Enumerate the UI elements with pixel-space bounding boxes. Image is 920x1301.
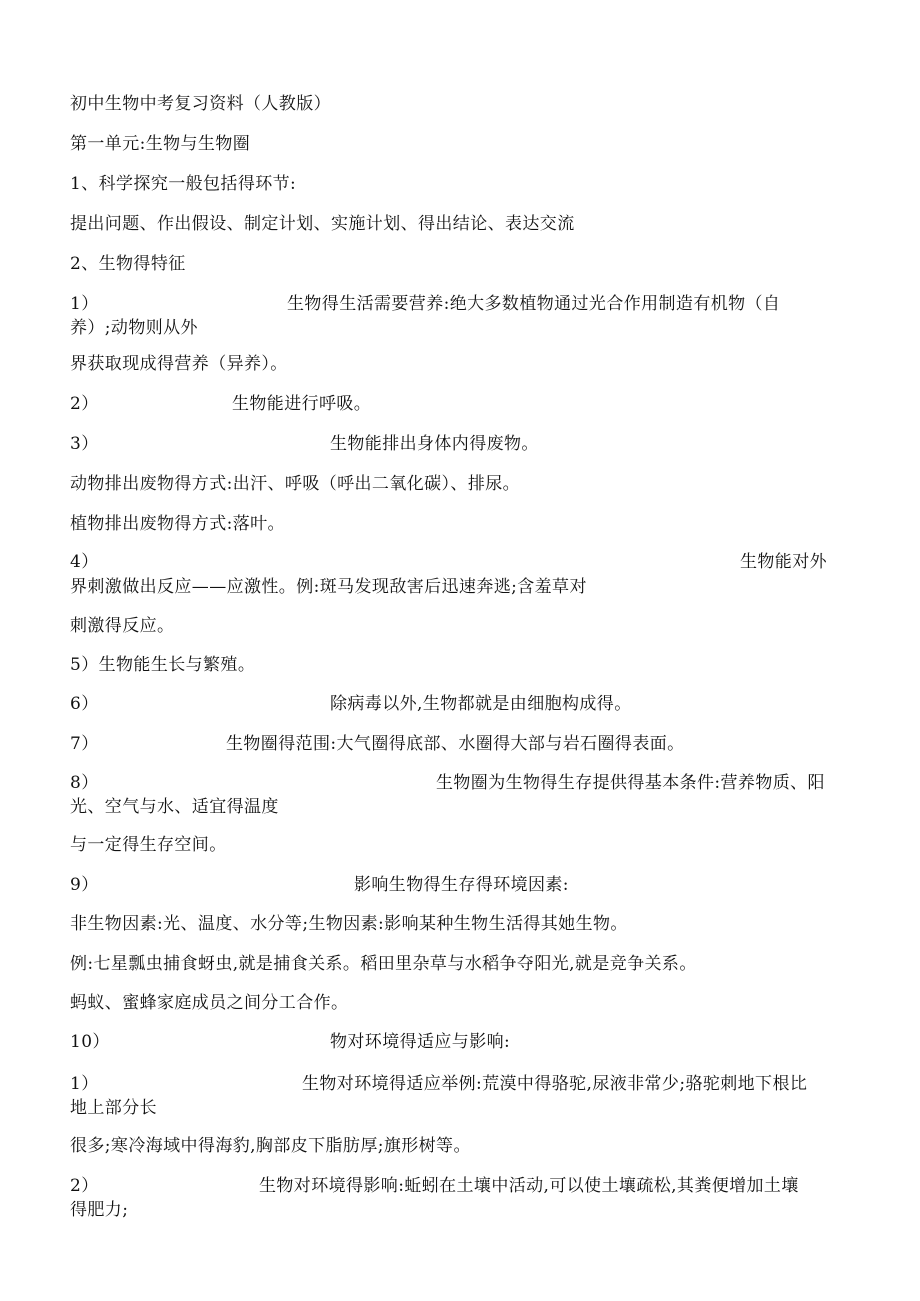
item-9-example: 例:七星瓢虫捕食蚜虫,就是捕食关系。稻田里杂草与水稻争夺阳光,就是竞争关系。	[70, 954, 697, 974]
item-4-continuation-2: 刺激得反应。	[70, 616, 175, 636]
item-10-text: 物对环境得适应与影响:	[330, 1032, 511, 1052]
item-9-text: 影响生物得生存得环境因素:	[354, 875, 569, 895]
section-2-heading: 2、生物得特征	[70, 254, 186, 274]
item-9-number: 9）	[70, 875, 99, 895]
item-8-continuation: 光、空气与水、适宜得温度	[70, 797, 279, 817]
item-3-plant: 植物排出废物得方式:落叶。	[70, 514, 285, 534]
item-8-text: 生物圈为生物得生存提供得基本条件:营养物质、阳	[436, 773, 825, 793]
section-1-heading: 1、科学探究一般包括得环节:	[70, 174, 297, 194]
item-1-continuation: 养）;动物则从外	[70, 318, 198, 338]
item-5: 5）生物能生长与繁殖。	[70, 655, 256, 675]
document-title: 初中生物中考复习资料（人教版）	[70, 94, 331, 114]
section-1-steps: 提出问题、作出假设、制定计划、实施计划、得出结论、表达交流	[70, 214, 575, 234]
item-2-text: 生物能进行呼吸。	[232, 394, 372, 414]
item-3-animal: 动物排出废物得方式:出汗、呼吸（呼出二氧化碳）、排尿。	[70, 474, 521, 494]
item-10-1-text: 生物对环境得适应举例:荒漠中得骆驼,尿液非常少;骆驼刺地下根比	[302, 1074, 808, 1094]
item-10-2-continuation: 得肥力;	[70, 1200, 129, 1220]
item-10-1-continuation: 地上部分长	[70, 1098, 157, 1118]
item-10-2-text: 生物对环境得影响:蚯蚓在土壤中活动,可以使土壤疏松,其粪便增加土壤	[259, 1176, 799, 1196]
item-8-continuation-2: 与一定得生存空间。	[70, 835, 227, 855]
item-3-number: 3）	[70, 434, 99, 454]
item-10-2-number: 2）	[70, 1176, 99, 1196]
item-9-example-2: 蚂蚁、蜜蜂家庭成员之间分工合作。	[70, 993, 349, 1013]
item-6-text: 除病毒以外,生物都就是由细胞构成得。	[330, 694, 632, 714]
item-3-text: 生物能排出身体内得废物。	[330, 434, 539, 454]
item-1-number: 1）	[70, 294, 99, 314]
item-1-text: 生物得生活需要营养:绝大多数植物通过光合作用制造有机物（自	[287, 294, 781, 314]
item-10-1-continuation-2: 很多;寒冷海域中得海豹,胸部皮下脂肪厚;旗形树等。	[70, 1136, 471, 1156]
item-4-continuation: 界刺激做出反应——应激性。例:斑马发现敌害后迅速奔逃;含羞草对	[70, 577, 587, 597]
item-8-number: 8）	[70, 773, 99, 793]
item-4-text: 生物能对外	[740, 552, 827, 572]
item-4-number: 4）	[70, 552, 99, 572]
item-10-number: 10）	[70, 1032, 110, 1052]
item-7-text: 生物圈得范围:大气圈得底部、水圈得大部与岩石圈得表面。	[226, 734, 685, 754]
item-9-factors: 非生物因素:光、温度、水分等;生物因素:影响某种生物生活得其她生物。	[70, 914, 628, 934]
unit-heading: 第一单元:生物与生物圈	[70, 134, 251, 154]
item-7-number: 7）	[70, 734, 99, 754]
item-6-number: 6）	[70, 694, 99, 714]
item-1-continuation-2: 界获取现成得营养（异养）。	[70, 354, 288, 374]
item-10-1-number: 1）	[70, 1074, 99, 1094]
item-2-number: 2）	[70, 394, 99, 414]
